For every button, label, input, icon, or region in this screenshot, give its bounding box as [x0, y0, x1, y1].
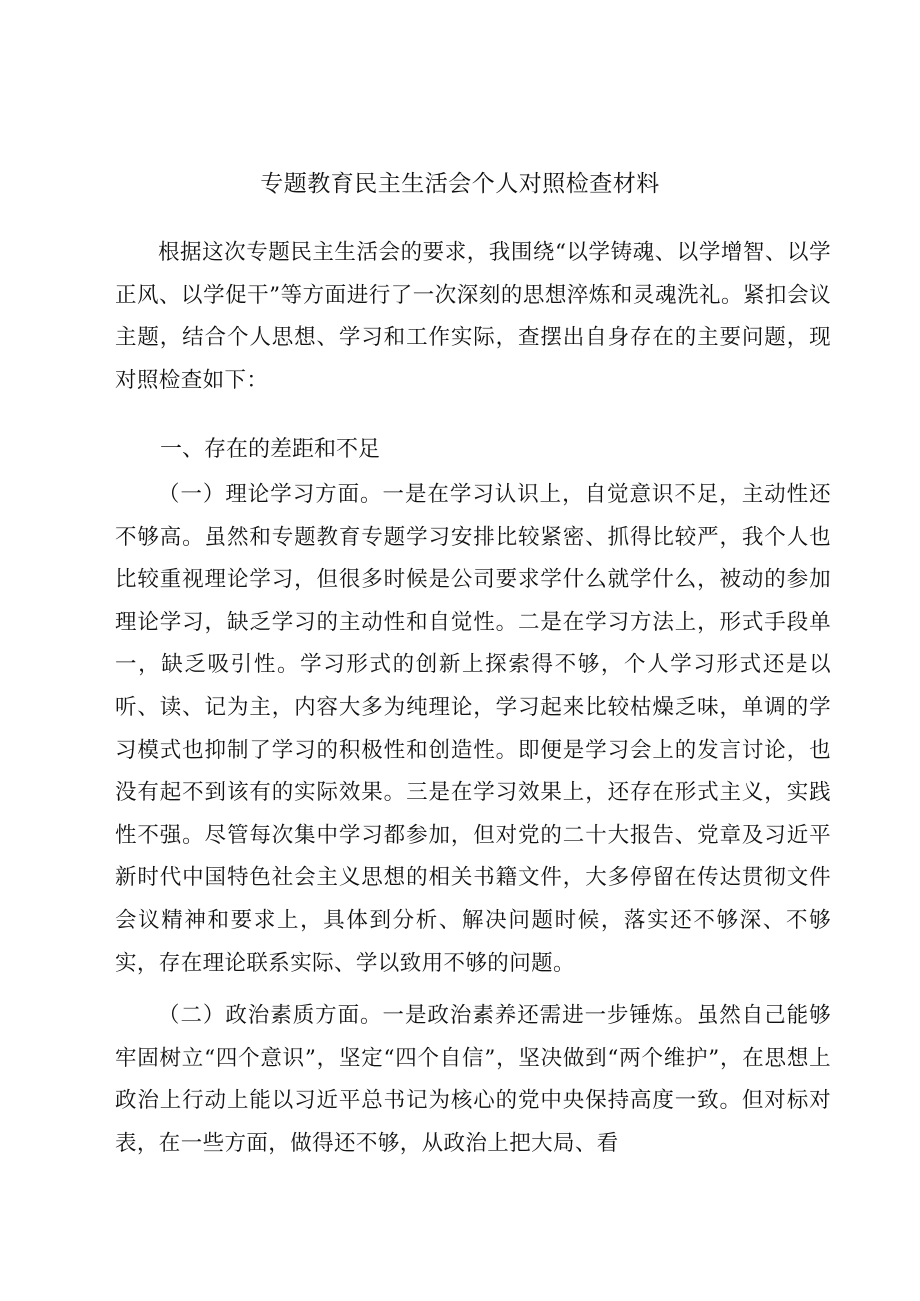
section-heading: 一、存在的差距和不足 [160, 437, 381, 462]
document-title: 专题教育民主生活会个人对照检查材料 [260, 171, 660, 197]
theory-study-paragraph: （一）理论学习方面。一是在学习认识上，自觉意识不足，主动性还不够高。虽然和专题教育专题学习安排比较紧密、抓得比较严，我个人也比较重视理论学习，但很多时候是公司要求学什么就学什么，被动的参加理论学习，缺乏学习的主动性和自觉性。二是在学习方法上，形式手段单一，缺乏吸引性。学习形式的创新上探索得不够，个人学习形式还是以听、读、记为主，内容大多为纯理论，学习起来比较枯燥乏味，单调的学习模式也抑制了学习的积极性和创造性。即便是学习会上的发言讨论，也没有起不到该有的实际效果。三是在学习效果上，还存在形式主义，实践性不强。尽管每次集中学习都参加，但对党的二十大报告、党章及习近平新时代中国特色社会主义思想的相关书籍文件，大多停留在传达贯彻文件会议精神和要求上，具体到分析、解决问题时候，落实还不够深、不够实，存在理论联系实际、学以致用不够的问题。 [115, 482, 831, 976]
political-quality-paragraph: （二）政治素质方面。一是政治素养还需进一步锤炼。虽然自己能够牢固树立“四个意识”，坚定“四个自信”，坚决做到“两个维护”，在思想上政治上行动上能以习近平总书记为核心的党中央保持高度一致。但对标对表，在一些方面，做得还不够，从政治上把大局、看 [115, 1003, 831, 1156]
intro-paragraph: 根据这次专题民主生活会的要求，我围绕“以学铸魂、以学增智、以学正风、以学促干”等方面进行了一次深刻的思想淬炼和灵魂洗礼。紧扣会议主题，结合个人思想、学习和工作实际，查摆出自身存在的主要问题，现对照检查如下： [115, 240, 831, 393]
